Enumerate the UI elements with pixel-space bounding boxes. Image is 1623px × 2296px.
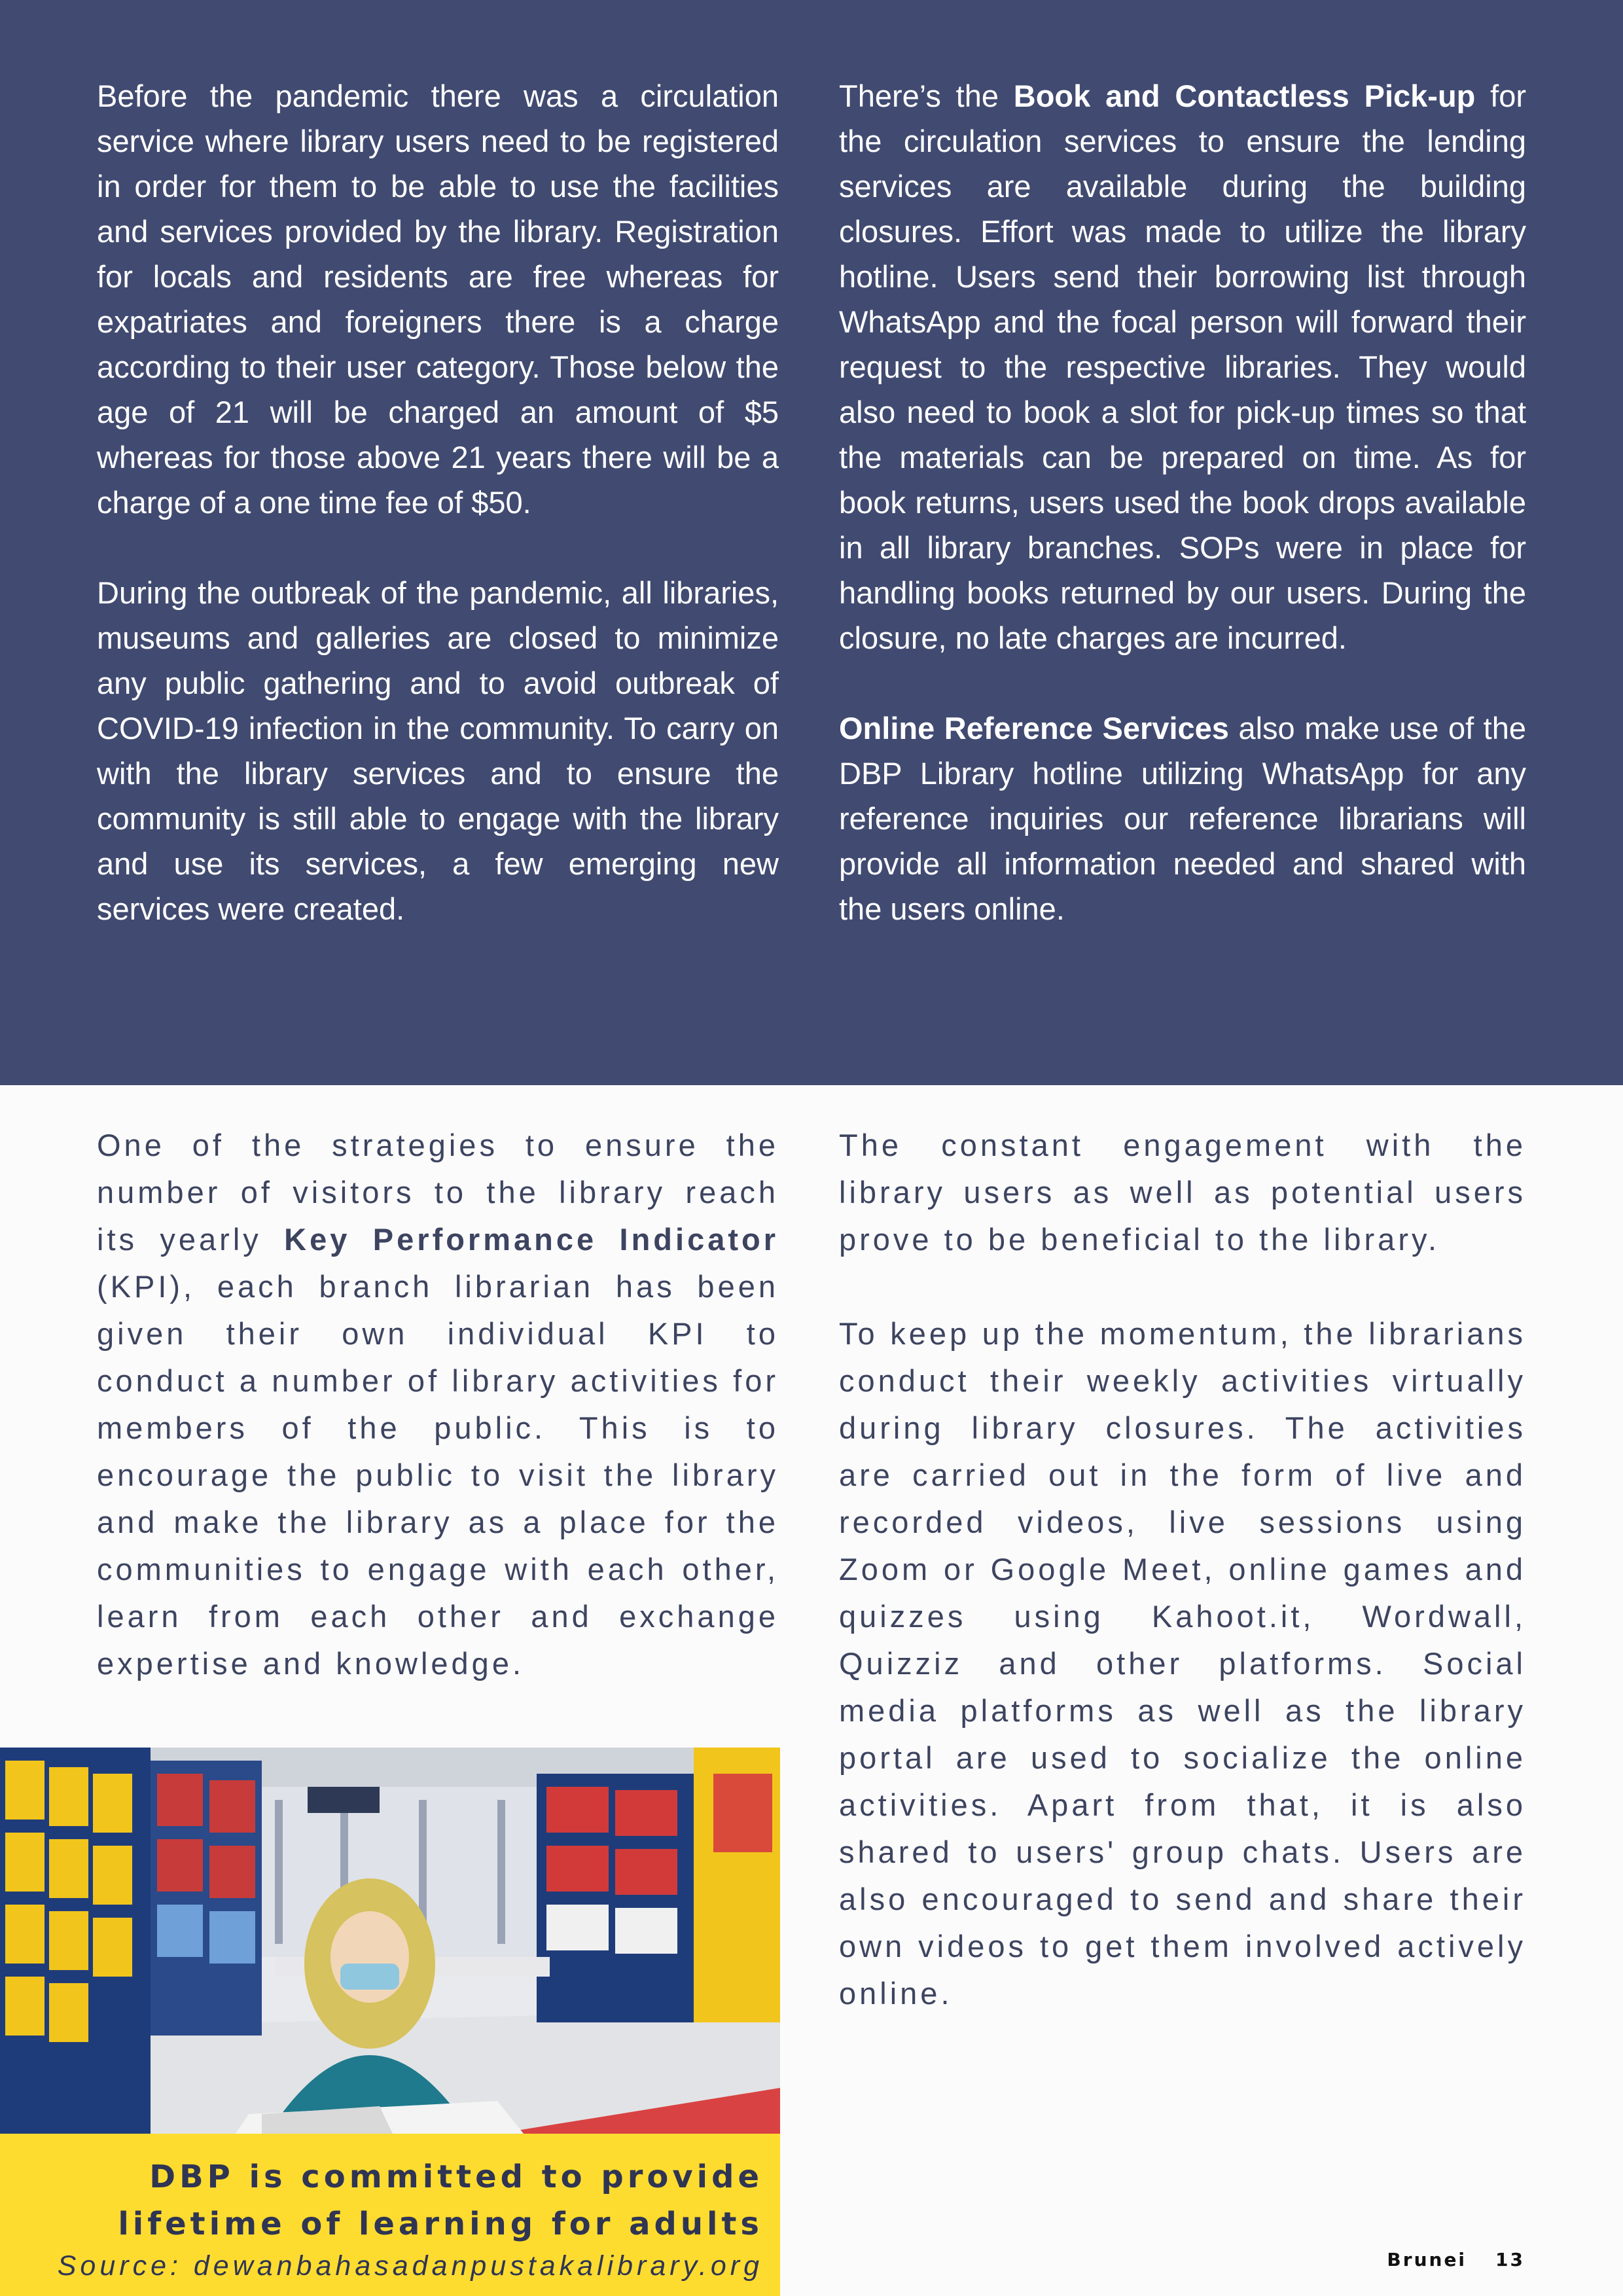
pandemic-paragraph: During the outbreak of the pandemic, all libraries, museums and galleries are closed to minimize any public gathering and to avoid outbreak of COVID-19 infection in the community. To carry on with the library services and to ensure the community is still able to engage with the library and use its services, a few emerging new services were created. <box>97 575 779 926</box>
reference-paragraph: Online Reference Services also make use of the DBP Library hotline utilizing WhatsApp for any reference inquiries our reference librarians will provide all information needed and shared with the users online. <box>839 711 1526 926</box>
kpi-paragraph: One of the strategies to ensure the number of visitors to the library reach its yearly Key Performance Indicator (KPI), each branch librarian has been given their own individual KPI to conduct a number of library activities for members of the public. This is to encourage the public to visit the library and make the library as a place for the communities to engage with each other, learn from each other and exchange expertise and knowledge. <box>97 1128 779 1681</box>
top-right-column <box>839 73 1526 931</box>
caption-title: DBP is committed to provide lifetime of learning for adults <box>118 2159 763 2242</box>
circulation-paragraph: Before the pandemic there was a circulation service where library users need to be registered in order for them to be able to use the facilities and services provided by the library. Registration for locals and residents are free whereas for expatriates and foreigners there is a charge according to their user category. Those below the age of 21 will be charged an amount of $5 whereas for those above 21 years there will be a charge of a one time fee of $50. <box>97 79 779 520</box>
footer-country: Brunei <box>1387 2249 1467 2270</box>
pickup-paragraph: There’s the Book and Contactless Pick-up for the circulation services to ensure the lending services are available during the building closures. Effort was made to utilize the library hotline. Users send their borrowing list through WhatsApp and the focal person will forward their request to the respective libraries. They would also need to book a slot for pick-up times so that the materials can be prepared on time. As for book returns, users used the book drops available in all library branches. SOPs were in place for handling books returned by our users. During the closure, no late charges are incurred. <box>839 79 1526 655</box>
top-banner-section <box>0 0 1623 1085</box>
library-photo <box>0 1748 780 2134</box>
kpi-heading: Key Performance Indicator <box>284 1222 779 1257</box>
engagement-paragraph: The constant engagement with the library users as well as potential users prove to be beneficial to the library. <box>839 1128 1526 1257</box>
reference-heading: Online Reference Services <box>839 711 1229 745</box>
top-left-column <box>97 73 779 931</box>
engagement-column <box>839 1122 1526 2017</box>
photo-caption <box>0 2134 780 2296</box>
page-number: 13 <box>1495 2249 1525 2270</box>
page-footer <box>1387 2249 1525 2270</box>
caption-source: Source: dewanbahasadanpustakalibrary.org <box>57 2250 763 2282</box>
momentum-paragraph: To keep up the momentum, the librarians conduct their weekly activities virtually during library closures. The activities are carried out in the form of live and recorded videos, live sessions using Zoom or Google Meet, online games and quizzes using Kahoot.it, Wordwall, Quizziz and other platforms. Social media platforms as well as the library portal are used to socialize the online activities. Apart from that, it is also shared to users' group chats. Users are also encouraged to send and share their own videos to get them involved actively online. <box>839 1316 1526 2011</box>
kpi-column <box>97 1122 779 1687</box>
pickup-heading: Book and Contactless Pick-up <box>1013 79 1476 113</box>
